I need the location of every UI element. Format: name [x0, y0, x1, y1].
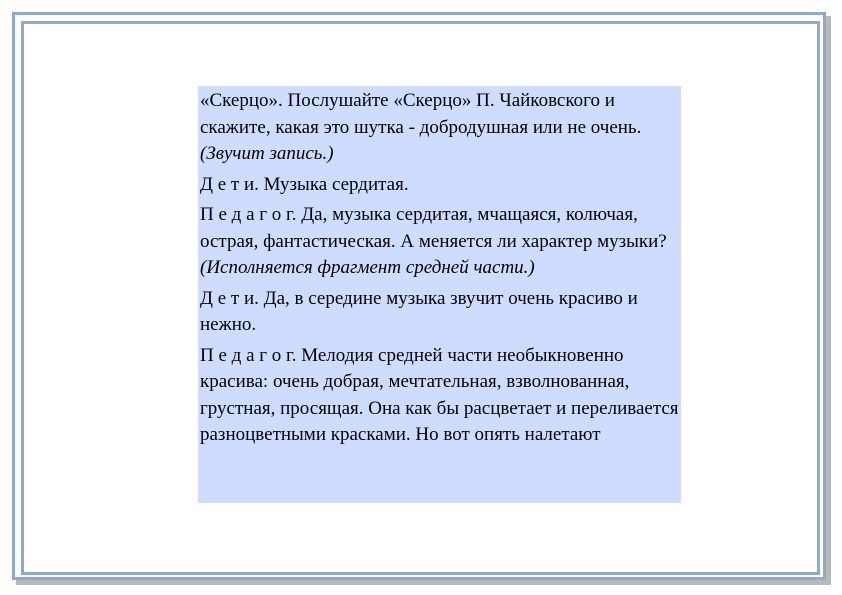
frame-shadow-right	[826, 16, 831, 584]
paragraph-4	[200, 286, 679, 339]
paragraph-1-text: «Скерцо». Послушайте «Скерцо» П. Чайковского и скажите, какая это шутка - добродушная или не очень.	[200, 90, 642, 138]
paragraph-4-speaker: Д е т и.	[200, 287, 259, 309]
frame-shadow-bottom	[16, 580, 831, 585]
paragraph-5	[200, 343, 679, 449]
text-box	[198, 86, 681, 503]
paragraph-1-stage-direction: (Звучит запись.)	[200, 143, 334, 164]
paragraph-2-text: Музыка сердитая.	[258, 173, 409, 195]
paragraph-2-speaker: Д е т и.	[200, 173, 259, 195]
paragraph-5-text: Мелодия средней части необыкновенно красива: очень добрая, мечтательная, взволнованная, грустная, просящая. Она как бы расцветает и переливается разноцветными красками. Но вот опять налетают	[200, 344, 679, 445]
paragraph-4-text: Да, в середине музыка звучит очень красиво и нежно.	[200, 287, 638, 335]
paragraph-2	[200, 172, 679, 199]
paragraph-3-speaker: П е д а г о г.	[200, 204, 297, 225]
paragraph-3-stage-direction: (Исполняется фрагмент средней части.)	[200, 257, 535, 278]
paragraph-3-text: Да, музыка сердитая, мчащаяся, колючая, острая, фантастическая. А меняется ли характер музыки?	[200, 204, 667, 252]
paragraph-1	[200, 88, 679, 168]
paragraph-5-speaker: П е д а г о г.	[200, 344, 297, 366]
paragraph-3	[200, 202, 679, 282]
